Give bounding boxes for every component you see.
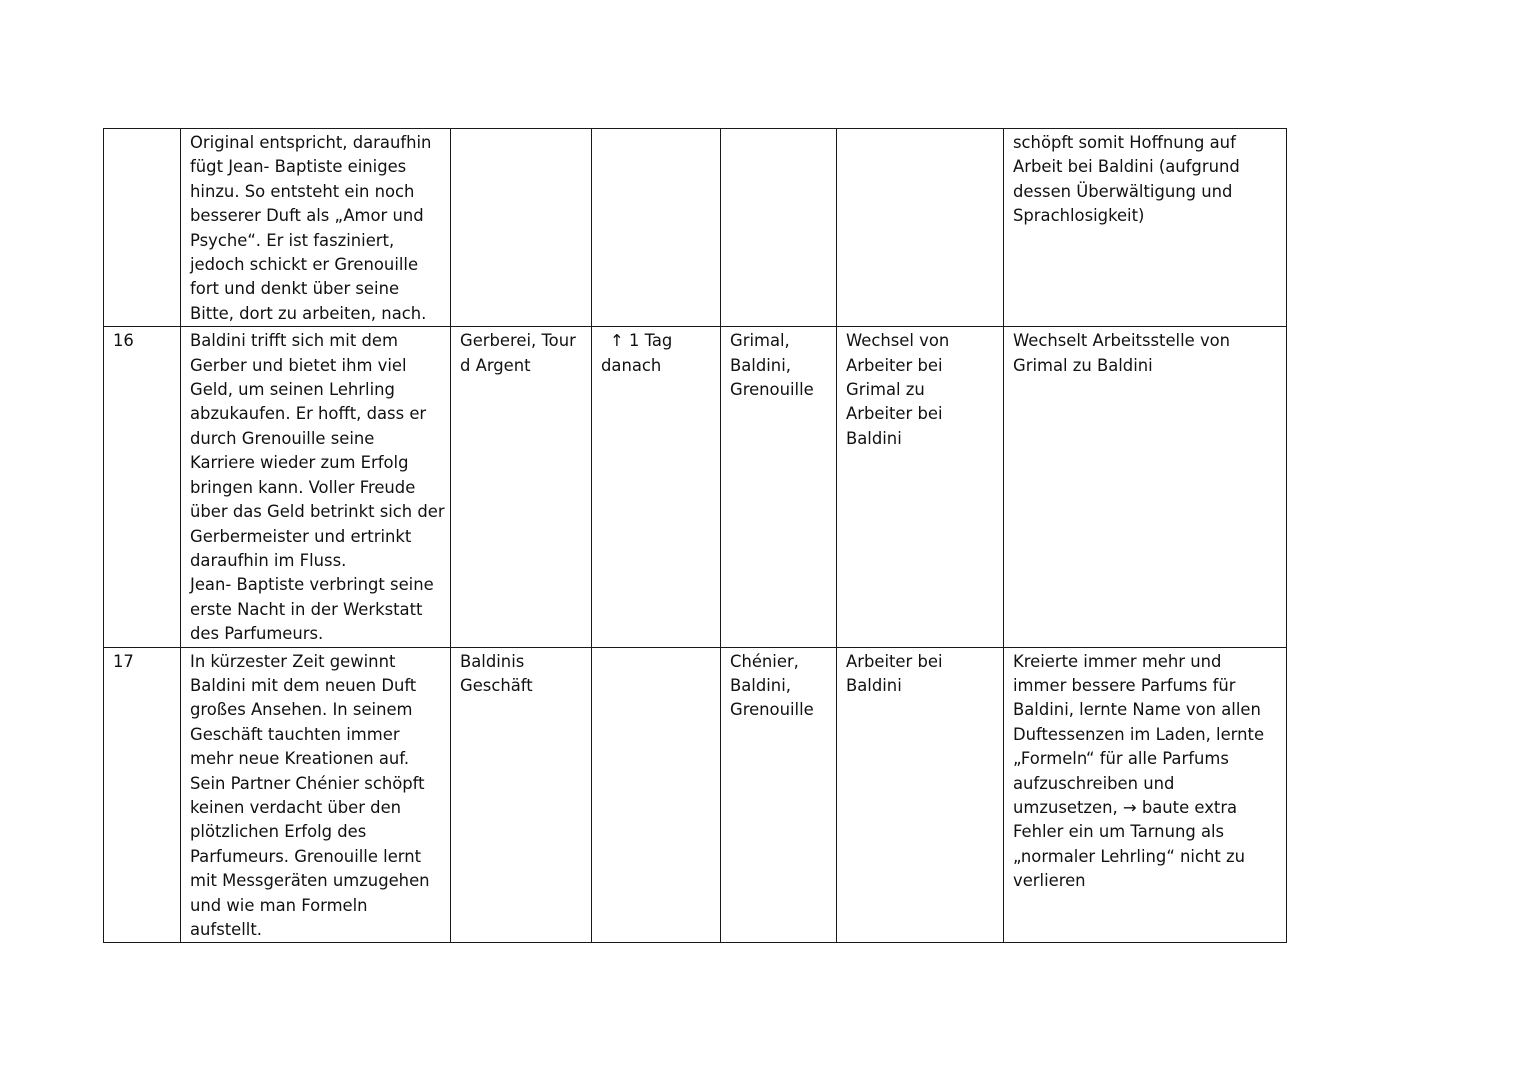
role-cell [837,647,1004,943]
place-cell [451,647,592,943]
cell-line: Baldini, lernte Name von allen [1013,700,1261,720]
time-cell [592,129,721,327]
cell-line: „Formeln“ für alle Parfums [1013,749,1229,769]
cell-line: Parfumeurs. Grenouille lernt [190,846,422,866]
cell-line: jedoch schickt er Grenouille [190,255,419,275]
cell-line: Baldini mit dem neuen Duft [190,675,417,695]
cell-line: Arbeiter bei [846,355,943,375]
plot-summary-cell [181,647,451,943]
chapter-table [103,128,1287,943]
chapter-number-cell [104,327,181,647]
cell-line: aufzuschreiben und [1013,773,1175,793]
cell-line: Duftessenzen im Laden, lernte [1013,724,1265,744]
cell-line: Kreierte immer mehr und [1013,651,1222,671]
cell-line: mehr neue Kreationen auf. [190,749,410,769]
cell-line: plötzlichen Erfolg des [190,822,367,842]
cell-line: aufstellt. [190,920,262,939]
cell-line: immer bessere Parfums für [1013,675,1236,695]
cell-line: fort und denkt über seine [190,279,400,299]
cell-line: Wechsel von [846,331,950,351]
development-cell [1004,129,1287,327]
cell-line: Gerber und bietet ihm viel [190,355,407,375]
cell-line: abzukaufen. Er hofft, dass er [190,404,427,424]
cell-line: Arbeit bei Baldini (aufgrund [1013,157,1240,177]
cell-line: Sein Partner Chénier schöpft [190,773,425,793]
cell-line: Baldinis [460,651,525,671]
cell-line: Geschäft tauchten immer [190,724,400,744]
cell-line: Gerbermeister und ertrinkt [190,526,412,546]
cell-line: hinzu. So entsteht ein noch [190,181,415,201]
cell-line: Wechselt Arbeitsstelle von [1013,331,1231,351]
table-row [104,647,1287,943]
cell-line: großes Ansehen. In seinem [190,700,413,720]
cell-line: Baldini [846,428,902,448]
place-cell [451,129,592,327]
cell-line: Jean- Baptiste verbringt seine [190,575,434,595]
cell-text: 17 [113,651,134,671]
cell-line: daraufhin im Fluss. [190,550,347,570]
cell-line: ↑ 1 Tag [610,331,673,351]
cell-line: Fehler ein um Tarnung als [1013,822,1225,842]
cell-line: und wie man Formeln [190,895,368,915]
table-row [104,327,1287,647]
cell-line: Baldini [846,675,902,695]
role-cell [837,129,1004,327]
cell-line: Chénier, [730,651,799,671]
cell-line: Bitte, dort zu arbeiten, nach. [190,303,427,323]
role-cell [837,327,1004,647]
cell-line: Geschäft [460,675,533,695]
cell-line: keinen verdacht über den [190,797,402,817]
cell-line: Original entspricht, daraufhin [190,133,432,152]
place-cell [451,327,592,647]
cell-line: Grenouille [730,380,814,400]
cell-line: d Argent [460,355,531,375]
cell-line: Baldini, [730,675,791,695]
cell-line: Grimal zu Baldini [1013,355,1153,375]
cell-line: bringen kann. Voller Freude [190,477,416,497]
persons-cell [721,129,837,327]
cell-line: erste Nacht in der Werkstatt [190,599,423,619]
cell-line: Grimal, [730,331,790,351]
cell-line: fügt Jean- Baptiste einiges [190,157,407,177]
cell-line: Sprachlosigkeit) [1013,206,1145,226]
cell-line: Baldini trifft sich mit dem [190,331,398,351]
cell-text: 16 [113,331,134,351]
time-cell [592,647,721,943]
cell-line: Baldini, [730,355,791,375]
cell-line: Psyche“. Er ist fasziniert, [190,230,395,250]
chapter-number-cell [104,647,181,943]
persons-cell [721,647,837,943]
chapter-number-cell [104,129,181,327]
cell-line: des Parfumeurs. [190,624,324,644]
cell-line: umzusetzen, → baute extra [1013,797,1238,817]
table-body [104,129,1287,943]
development-cell [1004,327,1287,647]
development-cell [1004,647,1287,943]
cell-line: In kürzester Zeit gewinnt [190,651,396,671]
cell-line: Geld, um seinen Lehrling [190,380,395,400]
cell-line: „normaler Lehrling“ nicht zu [1013,846,1245,866]
cell-line: Grenouille [730,700,814,720]
cell-line: danach [601,355,662,375]
cell-line: Gerberei, Tour [460,331,576,351]
cell-line: Grimal zu [846,380,925,400]
time-cell [592,327,721,647]
cell-line: besserer Duft als „Amor und [190,206,424,226]
cell-line: Arbeiter bei [846,651,943,671]
cell-line: schöpft somit Hoffnung auf [1013,133,1236,152]
cell-line: dessen Überwältigung und [1013,181,1233,201]
cell-line: über das Geld betrinkt sich der [190,502,445,522]
cell-line: durch Grenouille seine [190,428,375,448]
cell-line: mit Messgeräten umzugehen [190,871,430,891]
plot-summary-cell [181,327,451,647]
persons-cell [721,327,837,647]
plot-summary-cell [181,129,451,327]
cell-line: Arbeiter bei [846,404,943,424]
cell-line: verlieren [1013,871,1086,891]
table-row [104,129,1287,327]
cell-line: Karriere wieder zum Erfolg [190,453,409,473]
